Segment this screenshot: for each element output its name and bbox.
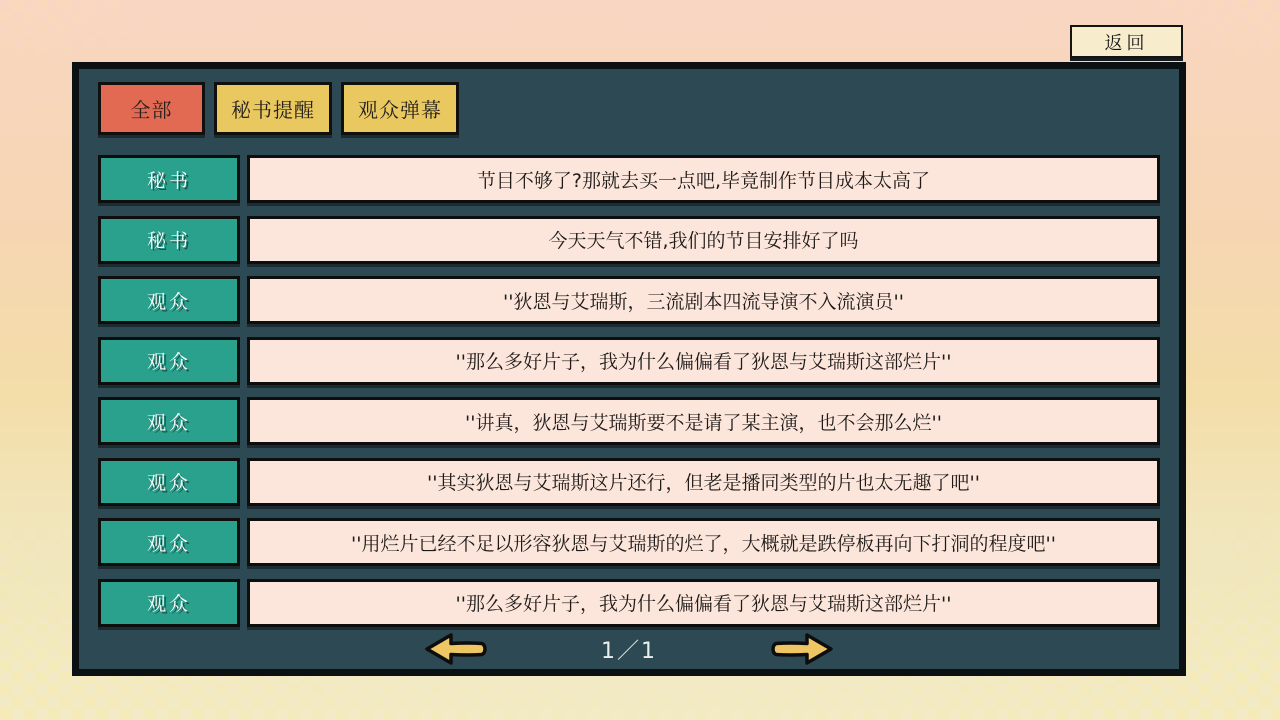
message-text: ''讲真，狄恩与艾瑞斯要不是请了某主演，也不会那么烂''	[247, 397, 1160, 445]
message-text: ''其实狄恩与艾瑞斯这片还行，但老是播同类型的片也太无趣了吧''	[247, 458, 1160, 506]
message-row	[98, 579, 1160, 627]
sender-badge: 观众	[98, 458, 240, 506]
message-text: 节目不够了?那就去买一点吧,毕竟制作节目成本太高了	[247, 155, 1160, 203]
arrow-right-icon	[770, 632, 834, 666]
tab-secretary-reminders[interactable]: 秘书提醒	[214, 82, 332, 135]
sender-badge: 秘书	[98, 155, 240, 203]
message-row	[98, 518, 1160, 566]
tab-all[interactable]: 全部	[98, 82, 205, 135]
message-text: ''那么多好片子，我为什么偏偏看了狄恩与艾瑞斯这部烂片''	[247, 579, 1160, 627]
sender-badge: 观众	[98, 518, 240, 566]
back-button[interactable]: 返回	[1070, 25, 1183, 58]
message-row	[98, 216, 1160, 264]
tab-audience-danmaku[interactable]: 观众弹幕	[341, 82, 459, 135]
message-text: ''那么多好片子，我为什么偏偏看了狄恩与艾瑞斯这部烂片''	[247, 337, 1160, 385]
sender-badge: 观众	[98, 337, 240, 385]
message-list	[98, 155, 1160, 639]
message-row	[98, 276, 1160, 324]
previous-page-button[interactable]	[424, 632, 488, 666]
message-row	[98, 397, 1160, 445]
message-row	[98, 458, 1160, 506]
page-indicator: 1／1	[601, 638, 657, 664]
message-text: ''用烂片已经不足以形容狄恩与艾瑞斯的烂了，大概就是跌停板再向下打洞的程度吧''	[247, 518, 1160, 566]
sender-badge: 观众	[98, 579, 240, 627]
pagination	[79, 631, 1179, 667]
message-text: 今天天气不错,我们的节目安排好了吗	[247, 216, 1160, 264]
tab-bar	[98, 82, 459, 135]
next-page-button[interactable]	[770, 632, 834, 666]
arrow-left-icon	[424, 632, 488, 666]
message-row	[98, 155, 1160, 203]
sender-badge: 观众	[98, 397, 240, 445]
message-log-panel	[72, 62, 1186, 676]
sender-badge: 秘书	[98, 216, 240, 264]
message-row	[98, 337, 1160, 385]
sender-badge: 观众	[98, 276, 240, 324]
message-text: ''狄恩与艾瑞斯，三流剧本四流导演不入流演员''	[247, 276, 1160, 324]
